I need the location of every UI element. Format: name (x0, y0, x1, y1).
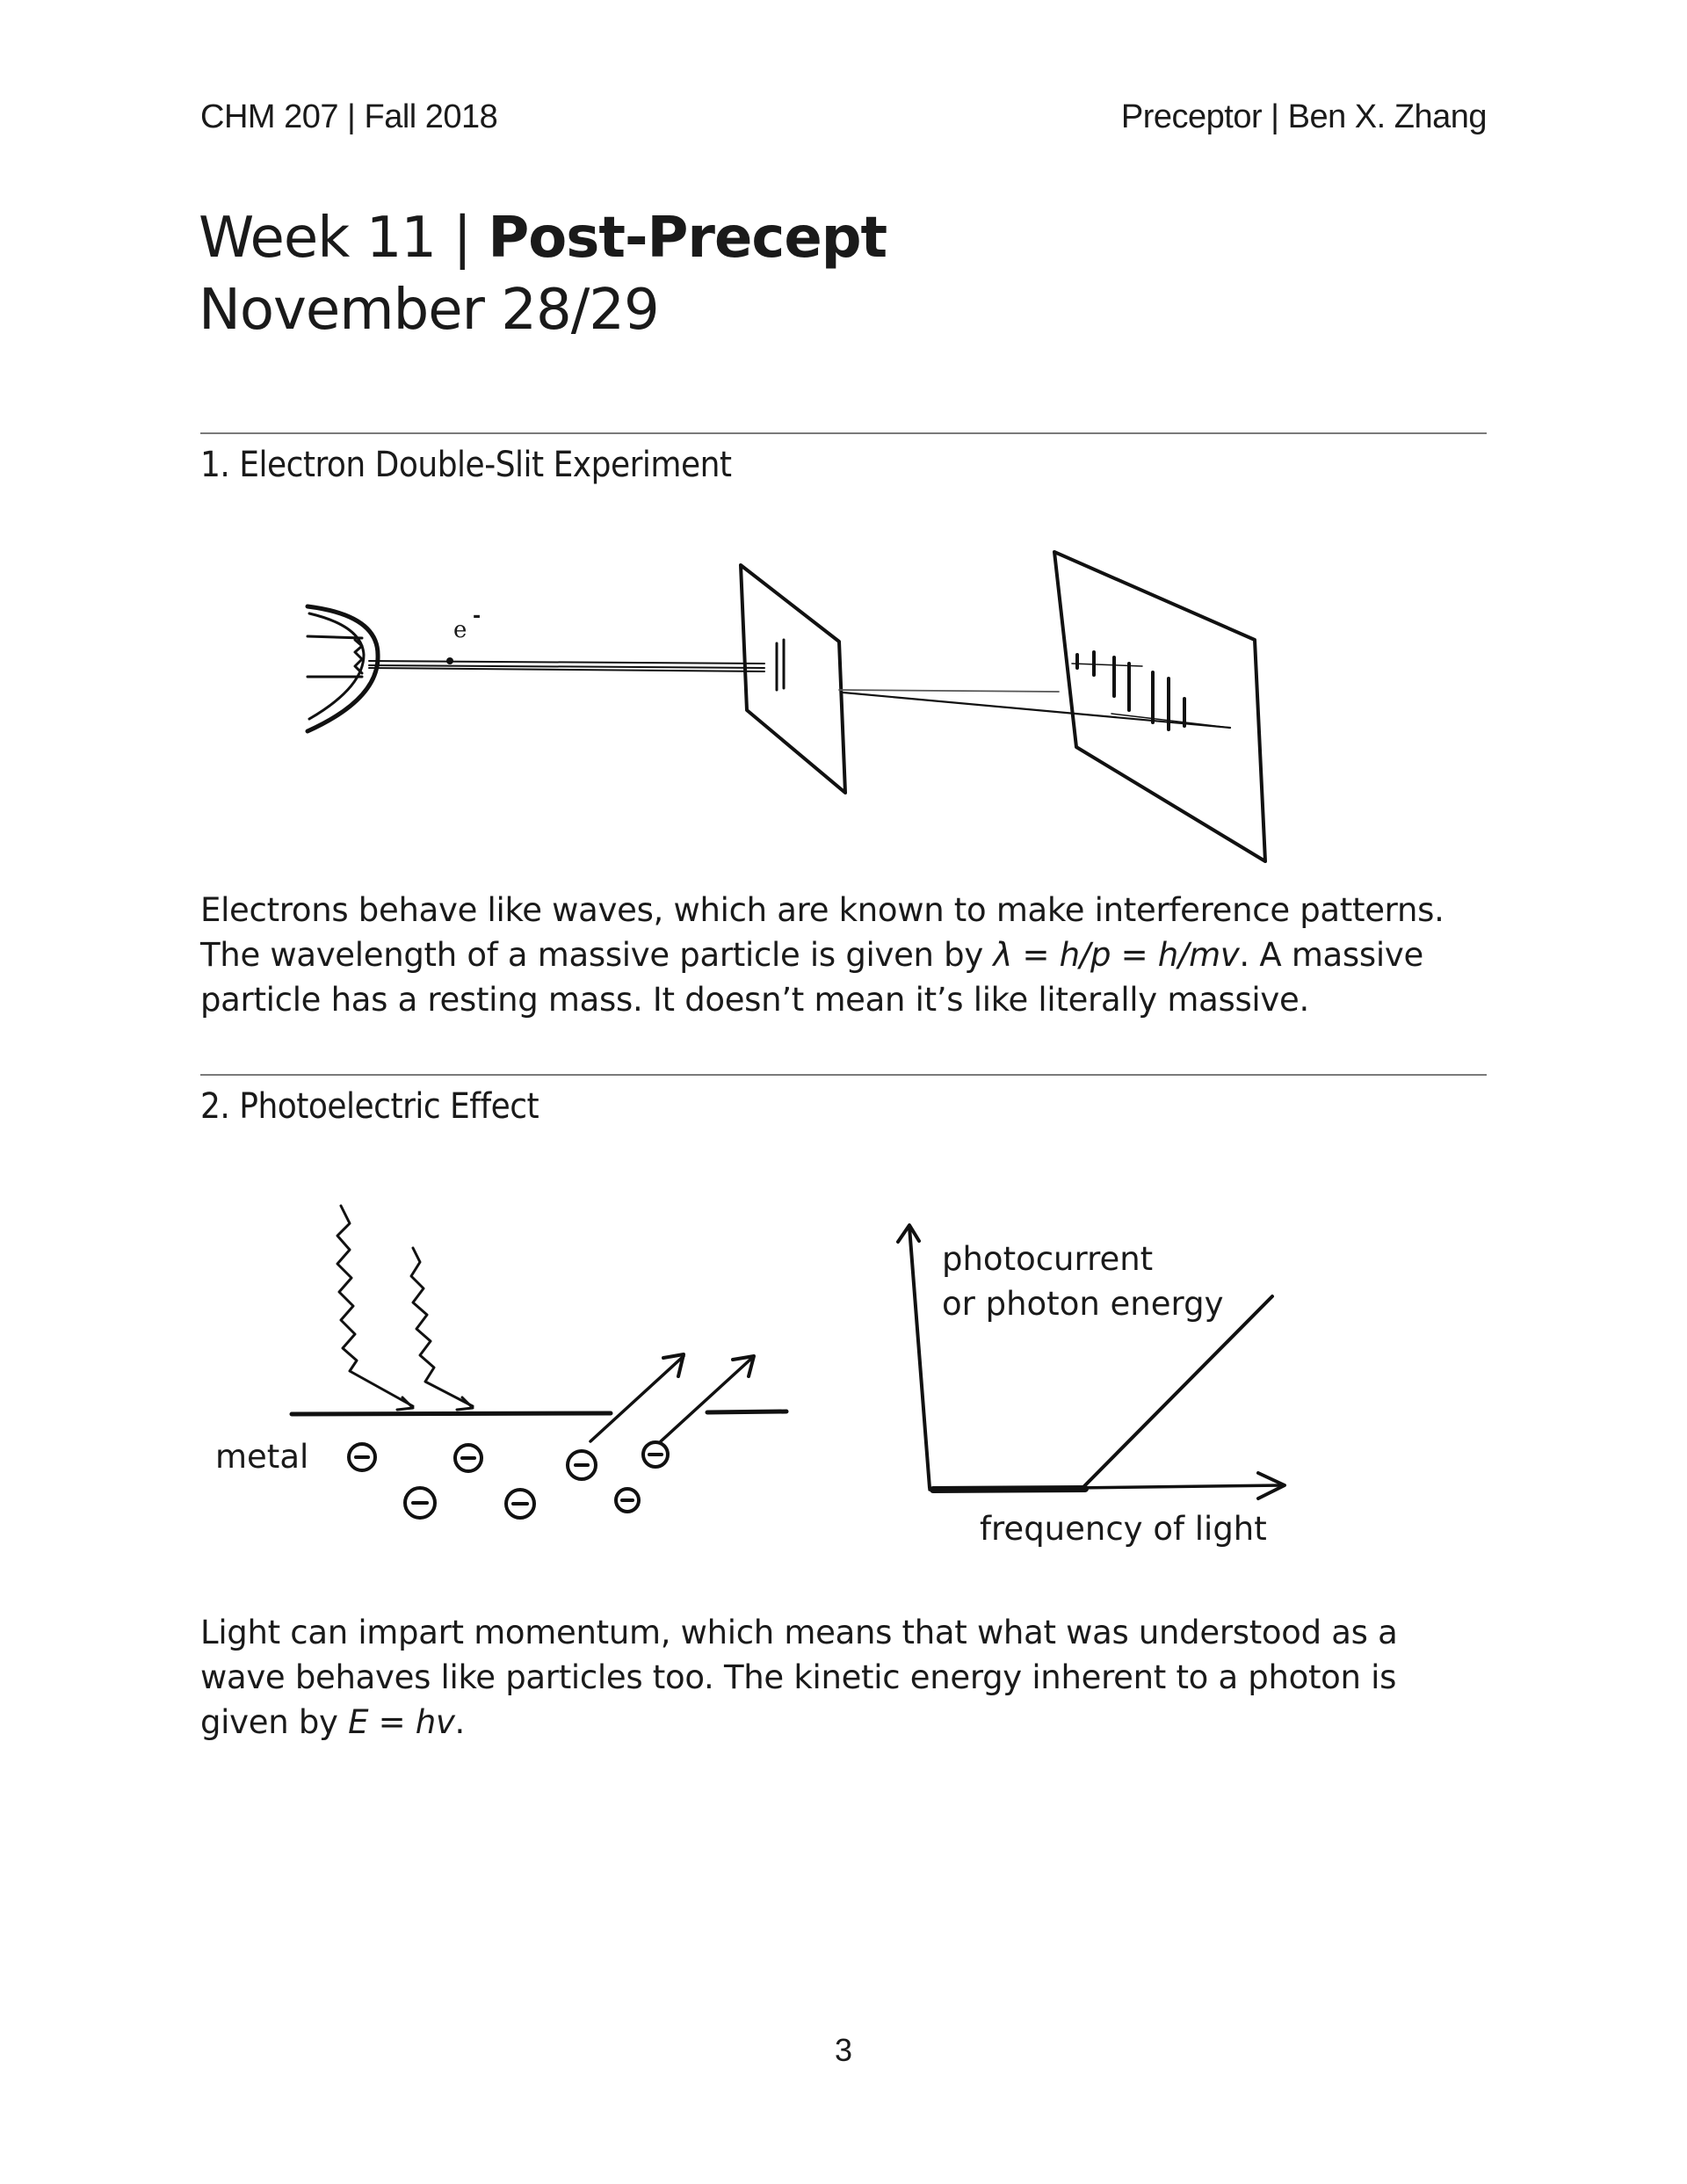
title-date: November 28/29 (199, 278, 659, 343)
section2-heading: 2. Photoelectric Effect (200, 1086, 539, 1127)
page-title (199, 202, 887, 346)
section2-paragraph (200, 1610, 1492, 1745)
slit-plate (741, 565, 845, 793)
electron-charge: - (473, 606, 481, 628)
y-axis-label: or photon energy (942, 1285, 1224, 1323)
section1-heading: 1. Electron Double-Slit Experiment (200, 445, 732, 485)
paragraph-text: Electrons behave like waves, which are known to make interference patterns. The wavelength of a massive particle is given by (200, 891, 1444, 974)
title-kind: Post-Precept (488, 206, 887, 271)
photoelectric-graph (870, 1195, 1362, 1564)
y-axis-label: photocurrent (942, 1240, 1154, 1278)
photon-energy-formula: E = hv (348, 1703, 455, 1741)
paragraph-text: Light can impart momentum, which means that what was understood as a wave behaves like particles too. The kinetic energy inherent to a photon is given by (200, 1614, 1398, 1741)
metal-label: metal (215, 1438, 309, 1476)
electron-label: e (453, 617, 467, 643)
title-week: Week 11 | (199, 206, 489, 271)
threshold-line (1082, 1296, 1272, 1488)
photoelectric-metal-diagram (176, 1186, 791, 1520)
section1-paragraph (200, 888, 1492, 1022)
ejected-electron-arrow (590, 1356, 684, 1441)
section-divider (200, 1074, 1487, 1076)
page-number: 3 (834, 2032, 853, 2068)
detection-screen (1054, 552, 1265, 861)
double-slit-diagram (0, 527, 1687, 879)
preceptor-header: Preceptor | Ben X. Zhang (1120, 98, 1487, 135)
photon-icon (411, 1248, 473, 1406)
course-header: CHM 207 | Fall 2018 (200, 98, 498, 135)
ejected-electron-arrow (661, 1358, 752, 1441)
paragraph-text: . (454, 1703, 466, 1741)
electron-beam (369, 661, 764, 671)
paragraph-text: . A massive particle has a resting mass. It doesn’t mean it’s like literally massive. (200, 936, 1423, 1019)
section-divider (200, 432, 1487, 434)
photon-icon (337, 1206, 413, 1406)
metal-surface (292, 1411, 786, 1414)
y-axis (909, 1227, 930, 1488)
de-broglie-formula: λ = h/p = h/mv (993, 936, 1240, 974)
x-axis-label: frequency of light (980, 1510, 1267, 1548)
